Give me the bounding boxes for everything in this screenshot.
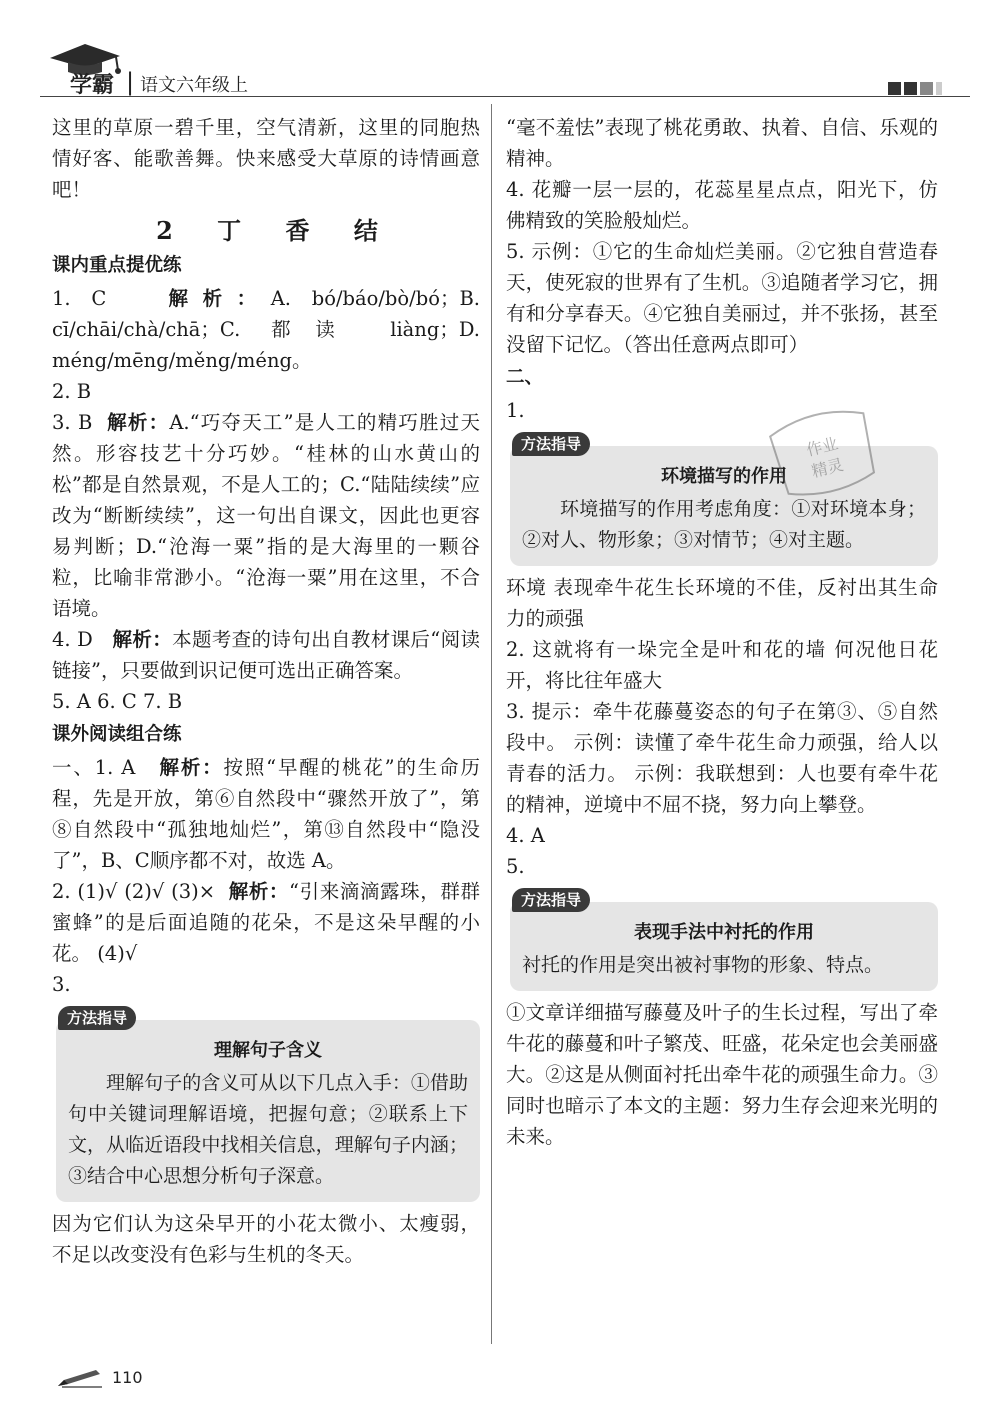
reading-answer-4: 4. 花瓣一层一层的，花蕊星星点点，阳光下，仿佛精致的笑脸般灿烂。 [506, 178, 938, 232]
part-two-heading: 二、 [506, 367, 544, 388]
reading-answer-3: 3. [52, 973, 71, 996]
answer-q4: 4. D 解析：本题考查的诗句出自教材课后“阅读链接”，只要做到识记便可选出正确答案。 [52, 628, 480, 682]
method-guide-tag: 方法指导 [512, 432, 590, 456]
reading-answer-3-text: 因为它们认为这朵早开的小花太微小、太瘦弱，不足以改变没有色彩与生机的冬天。 [52, 1212, 480, 1266]
method-guide-body: 环境描写的作用考虑角度：①对环境本身；②对人、物形象；③对情节；④对主题。 [522, 498, 926, 551]
stamp-line2: 精灵 [809, 454, 846, 482]
intro-text: 这里的草原一碧千里，空气清新，这里的同胞热情好客、能歌善舞。快来感受大草原的诗情画意吧！ [52, 116, 480, 201]
brand-title: 学霸 [70, 73, 115, 98]
lesson-title: 2 丁 香 结 [156, 216, 396, 245]
method-guide-body: 理解句子的含义可从以下几点入手：①借助句中关键词理解语境，把握句意；②联系上下文，从临近语段中找相关信息，理解句子内涵；③结合中心思想分析句子深意。 [68, 1072, 468, 1187]
column-divider [491, 104, 492, 1344]
section-heading-in-class: 课内重点提优练 [52, 255, 182, 276]
reading-answer-2: 2. (1)√ (2)√ (3)× 解析：“引来滴滴露珠，群群蜜蜂”的是后面追随的花朵，不是这朵早醒的小花。 (4)√ [52, 880, 480, 965]
page-header [40, 38, 970, 98]
left-column [52, 112, 480, 1270]
watermark-stamp [756, 404, 892, 504]
method-guide-title: 表现手法中衬托的作用 [634, 922, 814, 943]
reading-answer-5: 5. 示例：①它的生命灿烂美丽。②它独自营造春天，使死寂的世界有了生机。③追随者学习它，拥有和分享春天。④它独自美丽过，并不张扬，甚至没留下记忆。（答出任意两点即可） [506, 240, 938, 356]
pencil-icon [56, 1368, 104, 1388]
method-guide-body: 衬托的作用是突出被衬事物的形象、特点。 [522, 954, 884, 976]
answer-q3: 3. B 解析：A.“巧夺天工”是人工的精巧胜过天然。形容技艺十分巧妙。“桂林的山水黄山的松”都是自然景观，不是人工的；C.“陆陆续续”应改为“断断续续”，这一句出自课文，因此也更容易判断；D.“沧海一粟”指的是大海里的一颗谷粒，比喻非常渺小。“沧海一粟”用在这里，不合语境。 [52, 411, 480, 620]
answer-q2: 2. B [52, 380, 92, 403]
part2-answer-2: 2. 这就将有一垛完全是叶和花的墙 何况他日花开，将比往年盛大 [506, 638, 938, 692]
book-subject: 语文六年级上 [140, 75, 248, 96]
stamp-line1: 作业 [804, 433, 841, 460]
section-heading-extracurricular: 课外阅读组合练 [52, 724, 182, 745]
decorative-squares [888, 82, 942, 95]
header-separator: | [126, 68, 135, 96]
right-column [506, 112, 938, 1152]
page-number: 110 [112, 1368, 143, 1387]
page-footer [56, 1368, 143, 1392]
method-guide-tag: 方法指导 [512, 888, 590, 912]
part2-answer-1: 1. [506, 399, 525, 422]
part2-answer-4: 4. A [506, 824, 545, 847]
answer-q5-7: 5. A 6. C 7. B [52, 690, 183, 713]
method-guide-box [510, 891, 938, 991]
method-guide-title: 理解句子含义 [214, 1040, 322, 1061]
reading-answer-1: 一、1. A 解析：按照“早醒的桃花”的生命历程，先是开放，第⑥自然段中“骤然开放了”，第⑧自然段中“孤独地灿烂”，第⑬自然段中“隐没了”，B、C顺序都不对，故选 A。 [52, 756, 480, 872]
answer-continued: “毫不羞怯”表现了桃花勇敢、执着、自信、乐观的精神。 [506, 116, 938, 170]
part2-answer-5-text: ①文章详细描写藤蔓及叶子的生长过程，写出了牵牛花的藤蔓和叶子繁茂、旺盛，花朵定也会美丽盛大。②这是从侧面衬托出牵牛花的顽强生命力。③同时也暗示了本文的主题：努力生存会迎来光明的未来。 [506, 1001, 938, 1148]
part2-answer-3: 3. 提示：牵牛花藤蔓姿态的句子在第③、⑤自然段中。 示例：读懂了牵牛花生命力顽强，给人以青春的活力。 示例：我联想到：人也要有牵牛花的精神，逆境中不屈不挠，努力向上攀登。 [506, 700, 938, 816]
part2-answer-5: 5. [506, 855, 525, 878]
method-guide-box [56, 1009, 480, 1202]
answer-q1: 1. C 解析：A. bó/báo/bò/bó；B. cī/chāi/chà/chā；C. 都读 liàng；D. méng/mēng/měng/méng。 [52, 287, 480, 372]
part2-answer-1-text: 环境 表现牵牛花生长环境的不佳，反衬出其生命力的顽强 [506, 576, 938, 630]
method-guide-title: 环境描写的作用 [661, 466, 787, 487]
header-rule [40, 96, 970, 97]
method-guide-tag: 方法指导 [58, 1006, 136, 1030]
